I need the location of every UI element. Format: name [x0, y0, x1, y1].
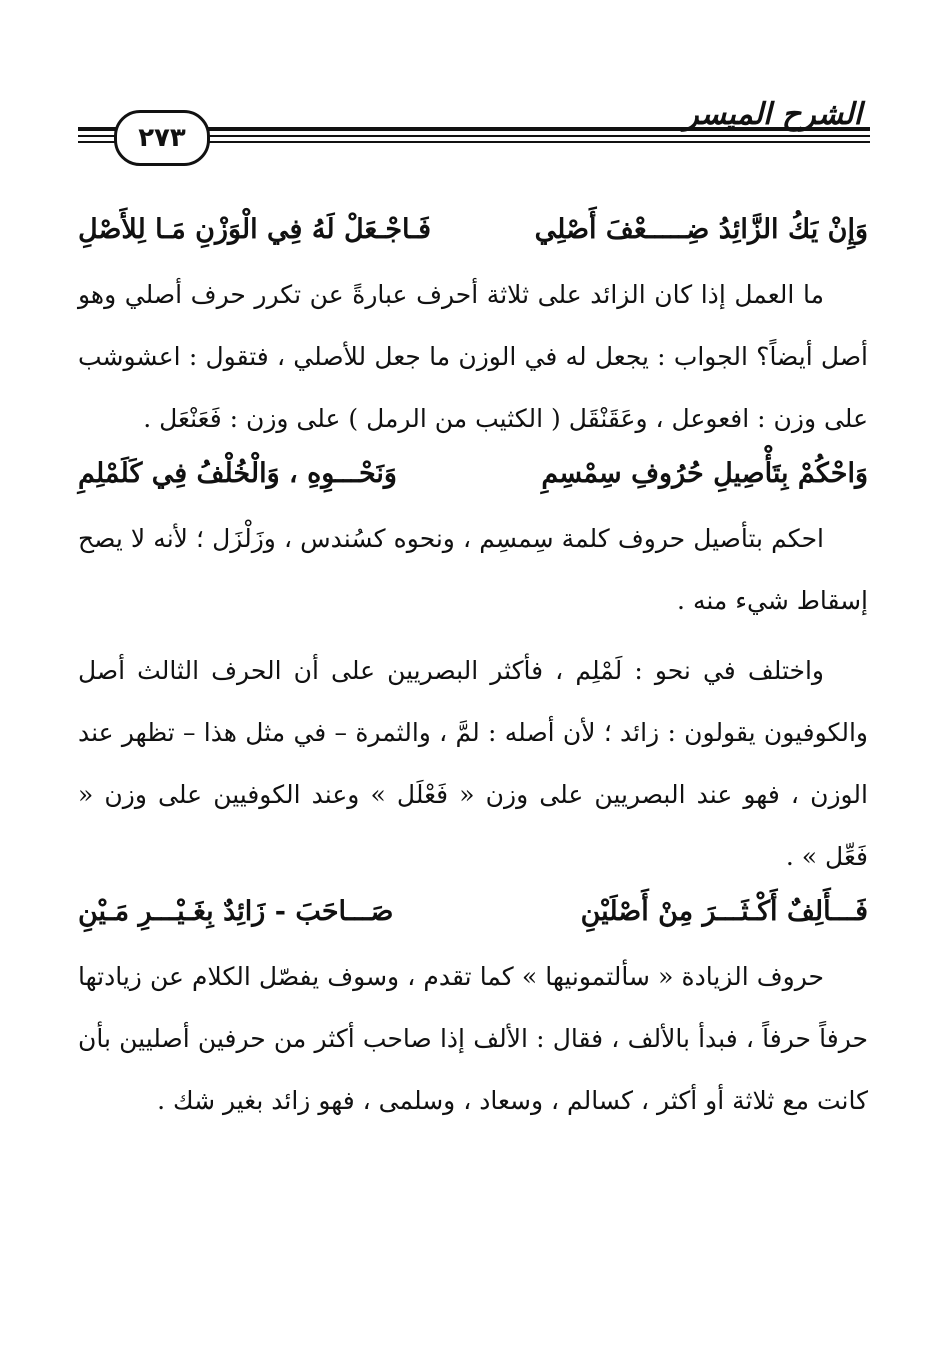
page-number-text: ٢٧٣ [138, 123, 186, 153]
header-rule [200, 135, 870, 137]
verse-first-hemistich: فَـــأَلِفٌ أَكْـثَـــرَ مِنْ أَصْلَيْنِ [580, 896, 868, 927]
header-rule-left [78, 135, 118, 137]
header-rule [200, 141, 870, 143]
verse-line [78, 210, 868, 250]
commentary-paragraph: ما العمل إذا كان الزائد على ثلاثة أحرف عبارةً عن تكرر حرف أصلي وهو أصل أيضاً؟ الجواب : يجعل له في الوزن ما جعل للأصلي ، فتقول : اعشوشب على وزن : افعوعل ، وعَقَنْقَل ( الكثيب من الرمل ) على وزن : فَعَنْعَل . [78, 280, 868, 433]
page-header [70, 85, 870, 175]
verse-first-hemistich: وَإِنْ يَكُ الزَّائِدُ ضِـــــعْفَ أَصْلِي [534, 214, 868, 245]
page-body [78, 210, 868, 1132]
verse-line [78, 892, 868, 932]
verse-second-hemistich: صَـــاحَبَ - زَائِدٌ بِغَـيْـــرِ مَـيْنِ [78, 896, 394, 927]
verse-second-hemistich: فَـاجْـعَلْ لَهُ فِي الْوَزْنِ مَـا لِلأَصْلِ [78, 214, 432, 245]
verse-line [78, 454, 868, 494]
commentary-paragraph: احكم بتأصيل حروف كلمة سِمسِم ، ونحوه كسُندس ، وزَلْزَل ؛ لأنه لا يصح إسقاط شيء منه . [78, 524, 868, 615]
commentary-paragraph: واختلف في نحو : لَمْلِم ، فأكثر البصريين على أن الحرف الثالث أصل والكوفيون يقولون : زائد ؛ لأن أصله : لمَّ ، والثمرة – في مثل هذا – تظهر عند الوزن ، فهو عند البصريين على وزن « فَعْلَل » وعند الكوفيين على وزن « فَعِّل » . [78, 656, 868, 871]
page-number [114, 110, 210, 166]
verse-second-hemistich: وَنَحْـــوِهِ ، وَالْخُلْفُ فِي كَلَمْلِمِ [78, 458, 397, 489]
book-title: الشرح الميسر [684, 97, 862, 132]
verse-first-hemistich: وَاحْكُمْ بِتَأْصِيلِ حُرُوفِ سِمْسِمِ [541, 458, 868, 489]
header-rule-left [78, 127, 118, 131]
header-rule-left [78, 141, 118, 143]
commentary-paragraph: حروف الزيادة « سألتمونيها » كما تقدم ، وسوف يفصّل الكلام عن زيادتها حرفاً حرفاً ، فبدأ بالألف ، فقال : الألف إذا صاحب أكثر من حرفين أصليين بأن كانت مع ثلاثة أو أكثر ، كسالم ، وسعاد ، وسلمى ، فهو زائد بغير شك . [78, 962, 868, 1115]
